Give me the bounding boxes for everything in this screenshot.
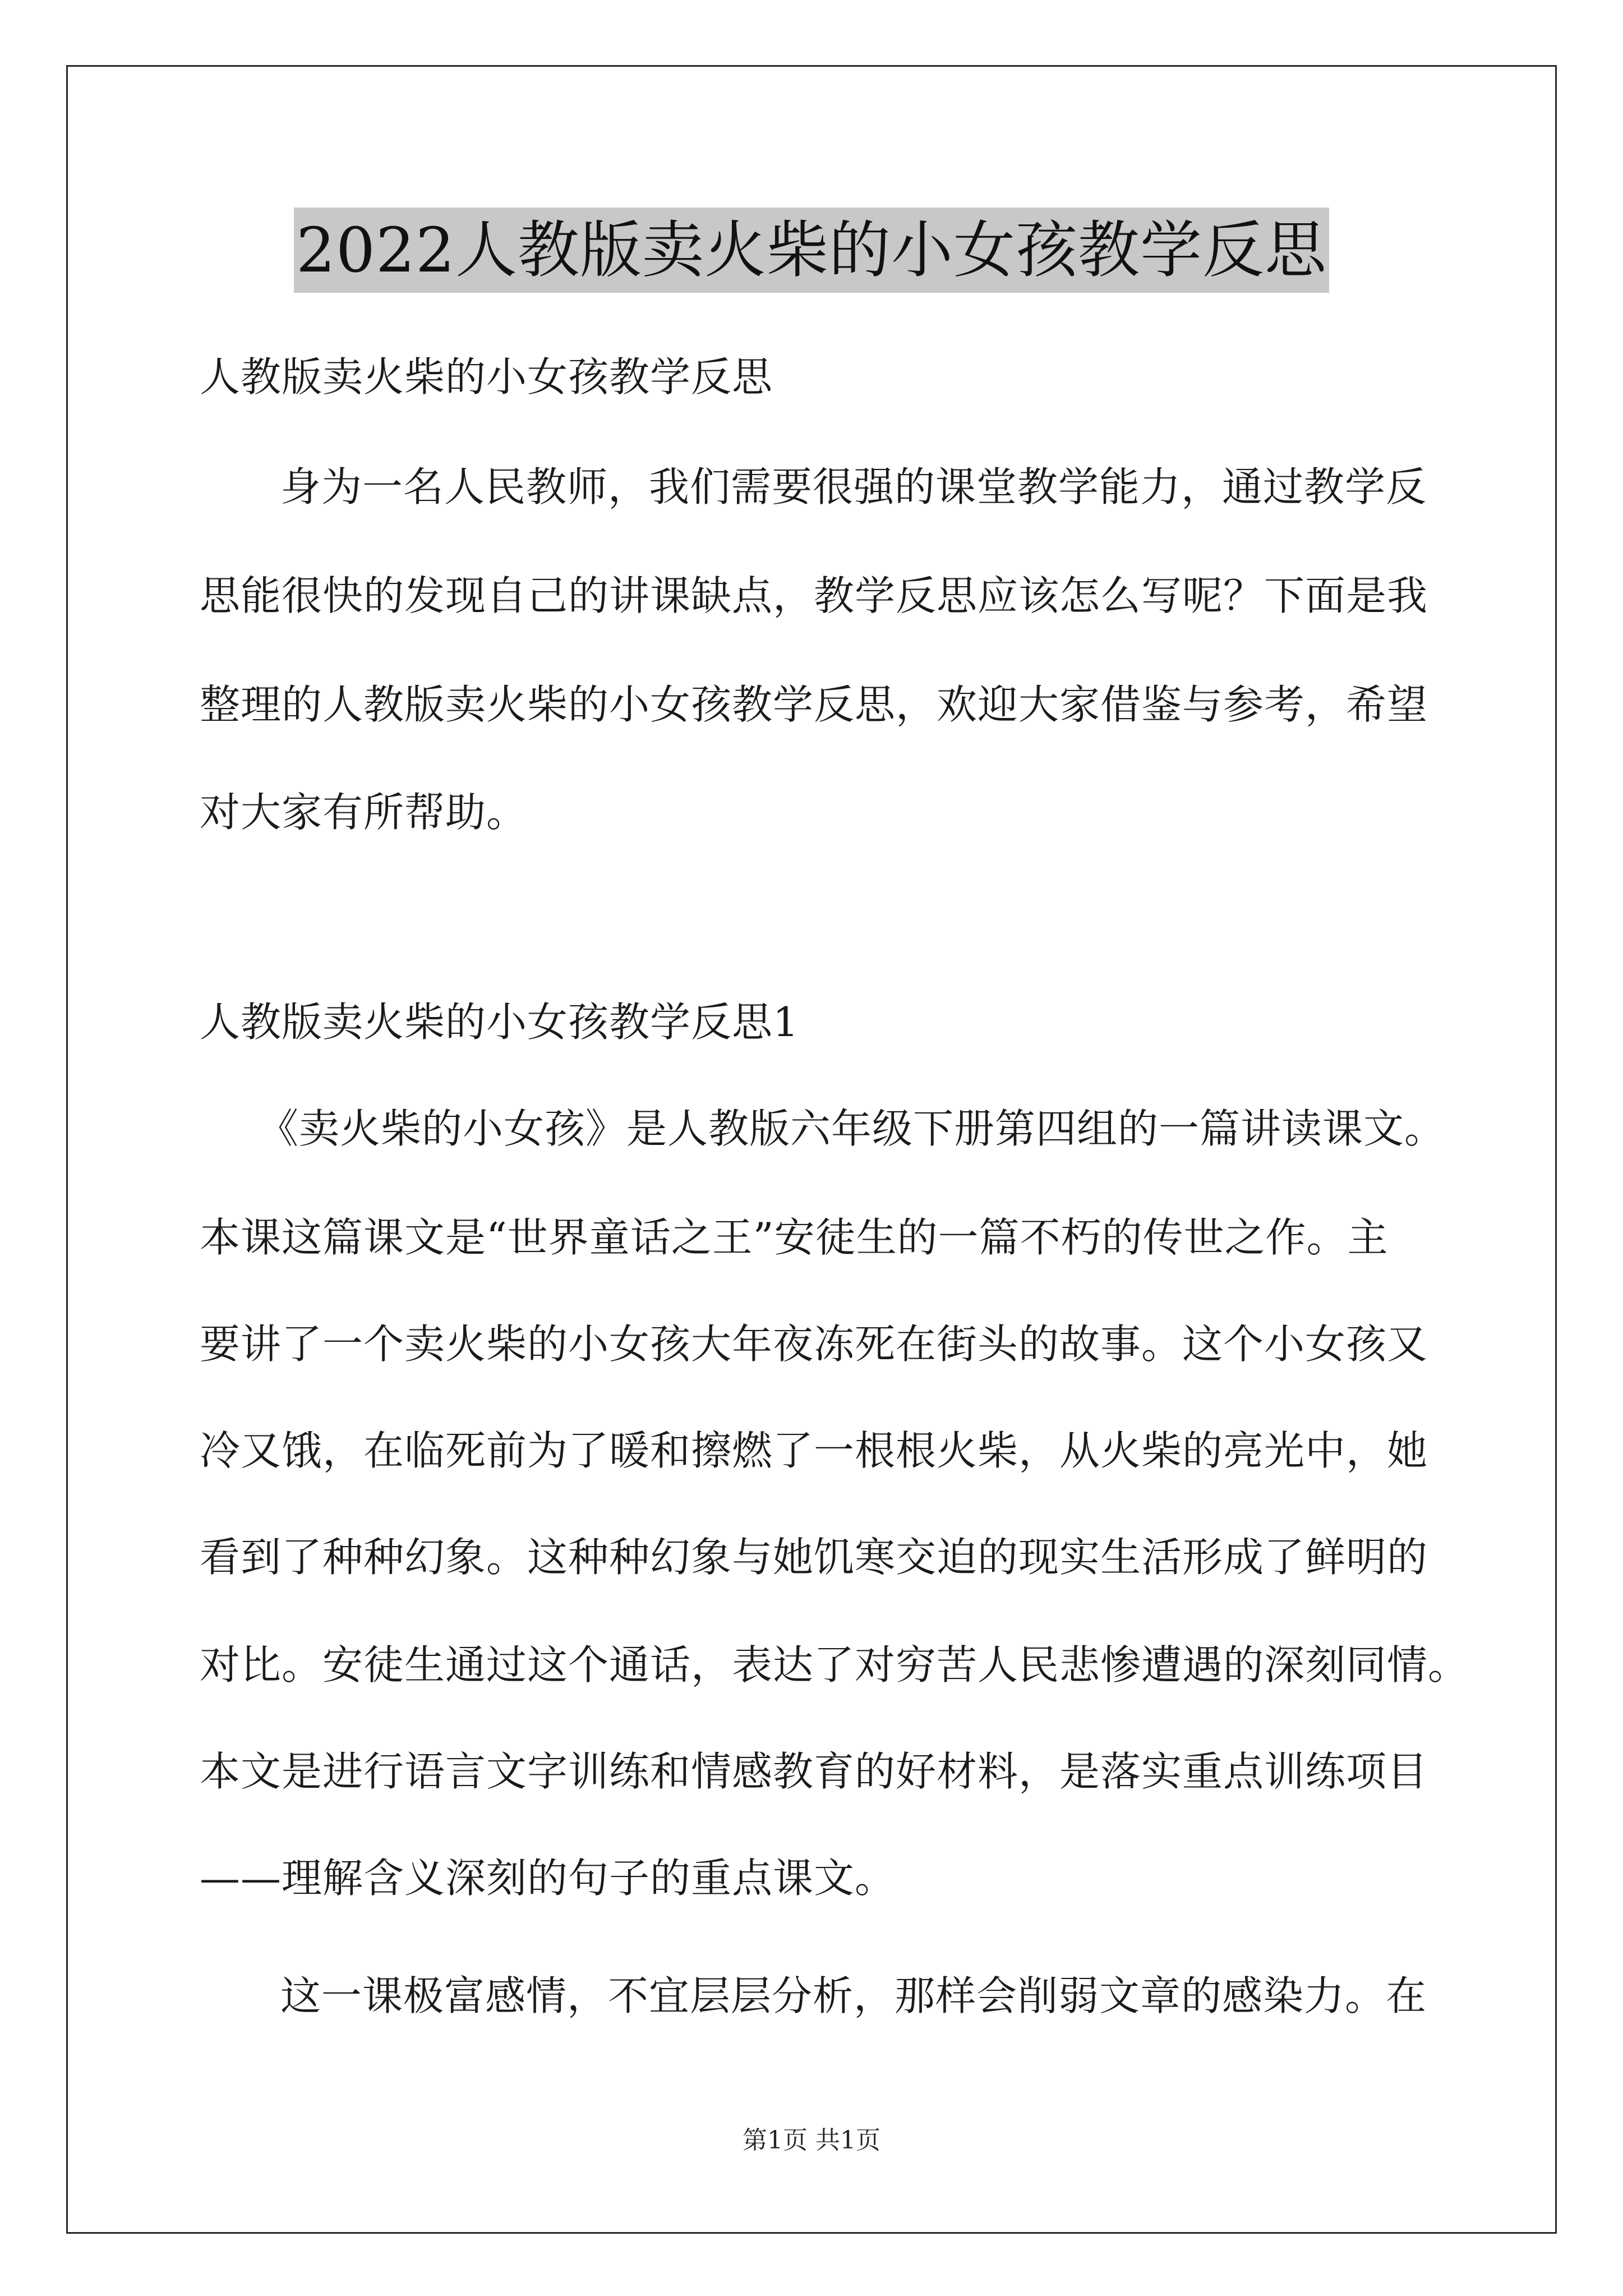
intro-line-4: 对大家有所帮助。 <box>200 789 528 836</box>
document-subtitle: 人教版卖火柴的小女孩教学反思 <box>200 353 773 401</box>
section-line-1: 《卖火柴的小女孩》是人教版六年级下册第四组的一篇讲读课文。 <box>258 1105 1446 1152</box>
page-footer: 第1页 共1页 <box>743 2126 880 2155</box>
section-line-8: ——理解含义深刻的句子的重点课文。 <box>200 1855 896 1902</box>
intro-line-2: 思能很快的发现自己的讲课缺点，教学反思应该怎么写呢？下面是我 <box>200 572 1428 619</box>
section-line-3: 要讲了一个卖火柴的小女孩大年夜冻死在街头的故事。这个小女孩又 <box>200 1320 1428 1368</box>
section-line-5: 看到了种种幻象。这种种幻象与她饥寒交迫的现实生活形成了鲜明的 <box>200 1534 1428 1581</box>
section-heading: 人教版卖火柴的小女孩教学反思1 <box>200 999 799 1046</box>
intro-line-3: 整理的人教版卖火柴的小女孩教学反思，欢迎大家借鉴与参考，希望 <box>200 681 1428 728</box>
section-line-7: 本文是进行语言文字训练和情感教育的好材料，是落实重点训练项目 <box>200 1748 1428 1795</box>
intro-line-1: 身为一名人民教师，我们需要很强的课堂教学能力，通过教学反 <box>280 463 1427 510</box>
section-line-4: 冷又饿，在临死前为了暖和擦燃了一根根火柴，从火柴的亮光中，她 <box>200 1427 1428 1474</box>
section-line-2: 本课这篇课文是“世界童话之王”安徒生的一篇不朽的传世之作。主 <box>200 1214 1389 1261</box>
title-wrap <box>0 208 1623 293</box>
paragraph-line-start: 这一课极富感情，不宜层层分析，那样会削弱文章的感染力。在 <box>280 1972 1427 2019</box>
section-line-6: 对比。安徒生通过这个通话，表达了对穷苦人民悲惨遭遇的深刻同情。 <box>200 1641 1469 1688</box>
document-title: 2022人教版卖火柴的小女孩教学反思 <box>294 208 1329 293</box>
